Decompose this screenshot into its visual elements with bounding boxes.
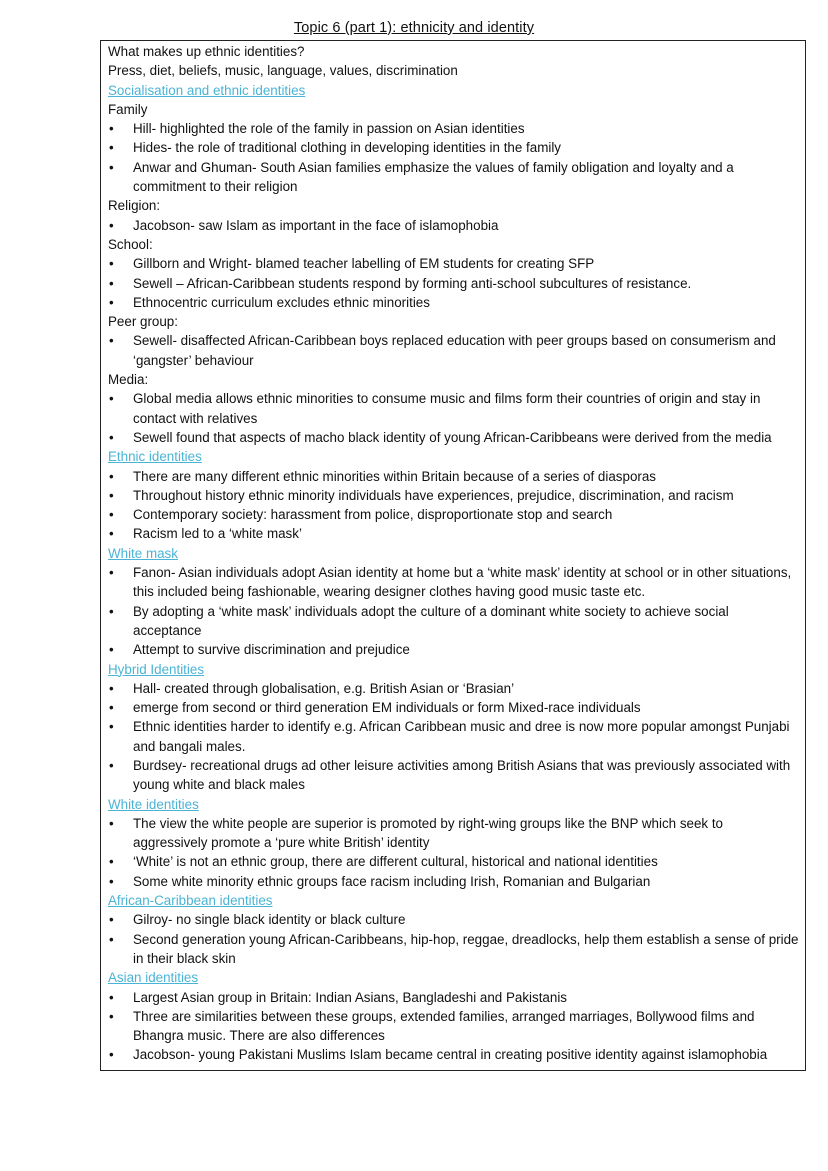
list-item: • Hill- highlighted the role of the family in passion on Asian identities	[108, 119, 799, 138]
subheading-family: Family	[108, 101, 148, 117]
intro-factors: Press, diet, beliefs, music, language, values, discrimination	[108, 63, 458, 79]
heading-white-mask-link[interactable]: White mask	[108, 545, 178, 561]
heading-ethnic-identities-link[interactable]: Ethnic identities	[108, 449, 202, 465]
subheading-peer-group: Peer group:	[108, 314, 178, 330]
media-list	[108, 389, 799, 447]
notes-box	[100, 40, 806, 1071]
list-item: • Some white minority ethnic groups face racism including Irish, Romanian and Bulgarian	[108, 872, 799, 891]
list-item: • Sewell found that aspects of macho black identity of young African-Caribbeans were derived from the media	[108, 428, 799, 447]
list-item: • Sewell – African-Caribbean students respond by forming anti-school subcultures of resistance.	[108, 274, 799, 293]
heading-socialisation-link[interactable]: Socialisation and ethnic identities	[108, 82, 306, 98]
heading-asian-identities-link[interactable]: Asian identities	[108, 970, 199, 986]
list-item: • ‘White’ is not an ethnic group, there are different cultural, historical and national identities	[108, 852, 799, 871]
list-item: • Anwar and Ghuman- South Asian families emphasize the values of family obligation and loyalty and a commitment to their religion	[108, 158, 799, 197]
list-item: • Throughout history ethnic minority individuals have experiences, prejudice, discrimination, and racism	[108, 486, 799, 505]
heading-african-caribbean-identities-link[interactable]: African-Caribbean identities	[108, 893, 273, 909]
school-list	[108, 254, 799, 312]
white-identities-list	[108, 814, 799, 891]
list-item: • Hall- created through globalisation, e.g. British Asian or ‘Brasian’	[108, 679, 799, 698]
ethnic-identities-list	[108, 467, 799, 544]
peer-group-list	[108, 331, 799, 370]
list-item: • Gilroy- no single black identity or black culture	[108, 910, 799, 929]
list-item: • Sewell- disaffected African-Caribbean boys replaced education with peer groups based on consumerism and ‘gangster’ behaviour	[108, 331, 799, 370]
subheading-media: Media:	[108, 372, 149, 388]
white-mask-list	[108, 563, 799, 659]
list-item: • Fanon- Asian individuals adopt Asian identity at home but a ‘white mask’ identity at school or in other situations, this included being fashionable, wearing designer clothes having good music taste etc.	[108, 563, 799, 602]
asian-identities-list	[108, 988, 799, 1065]
list-item: • emerge from second or third generation EM individuals or form Mixed-race individuals	[108, 698, 799, 717]
list-item: • There are many different ethnic minorities within Britain because of a series of diasporas	[108, 467, 799, 486]
family-list	[108, 119, 799, 196]
list-item: • Second generation young African-Caribbeans, hip-hop, reggae, dreadlocks, help them establish a sense of pride in their black skin	[108, 930, 799, 969]
heading-white-identities-link[interactable]: White identities	[108, 796, 199, 812]
list-item: • Attempt to survive discrimination and prejudice	[108, 640, 799, 659]
list-item: • Jacobson- saw Islam as important in the face of islamophobia	[108, 216, 799, 235]
list-item: • The view the white people are superior is promoted by right-wing groups like the BNP which seek to aggressively promote a ‘pure white British’ identity	[108, 814, 799, 853]
list-item: • Global media allows ethnic minorities to consume music and films form their countries of origin and stay in contact with relatives	[108, 389, 799, 428]
subheading-religion: Religion:	[108, 198, 161, 214]
list-item: • Gillborn and Wright- blamed teacher labelling of EM students for creating SFP	[108, 254, 799, 273]
subheading-school: School:	[108, 236, 153, 252]
heading-hybrid-identities-link[interactable]: Hybrid Identities	[108, 661, 205, 677]
list-item: • Largest Asian group in Britain: Indian Asians, Bangladeshi and Pakistanis	[108, 988, 799, 1007]
hybrid-identities-list	[108, 679, 799, 795]
list-item: • Hides- the role of traditional clothing in developing identities in the family	[108, 138, 799, 157]
list-item: • Burdsey- recreational drugs ad other leisure activities among British Asians that was previously associated with young white and black males	[108, 756, 799, 795]
list-item: • Jacobson- young Pakistani Muslims Islam became central in creating positive identity against islamophobia	[108, 1045, 799, 1064]
intro-question: What makes up ethnic identities?	[108, 44, 305, 59]
page-title: Topic 6 (part 1): ethnicity and identity	[293, 20, 535, 36]
list-item: • Ethnic identities harder to identify e.g. African Caribbean music and dree is now more popular amongst Punjabi and bangali males.	[108, 717, 799, 756]
list-item: • Ethnocentric curriculum excludes ethnic minorities	[108, 293, 799, 312]
list-item: • Racism led to a ‘white mask’	[108, 524, 799, 543]
list-item: • By adopting a ‘white mask’ individuals adopt the culture of a dominant white society to achieve social acceptance	[108, 602, 799, 641]
african-caribbean-identities-list	[108, 910, 799, 968]
religion-list	[108, 216, 799, 235]
list-item: • Contemporary society: harassment from police, disproportionate stop and search	[108, 505, 799, 524]
list-item: • Three are similarities between these groups, extended families, arranged marriages, Bollywood films and Bhangra music. There are also differences	[108, 1007, 799, 1046]
